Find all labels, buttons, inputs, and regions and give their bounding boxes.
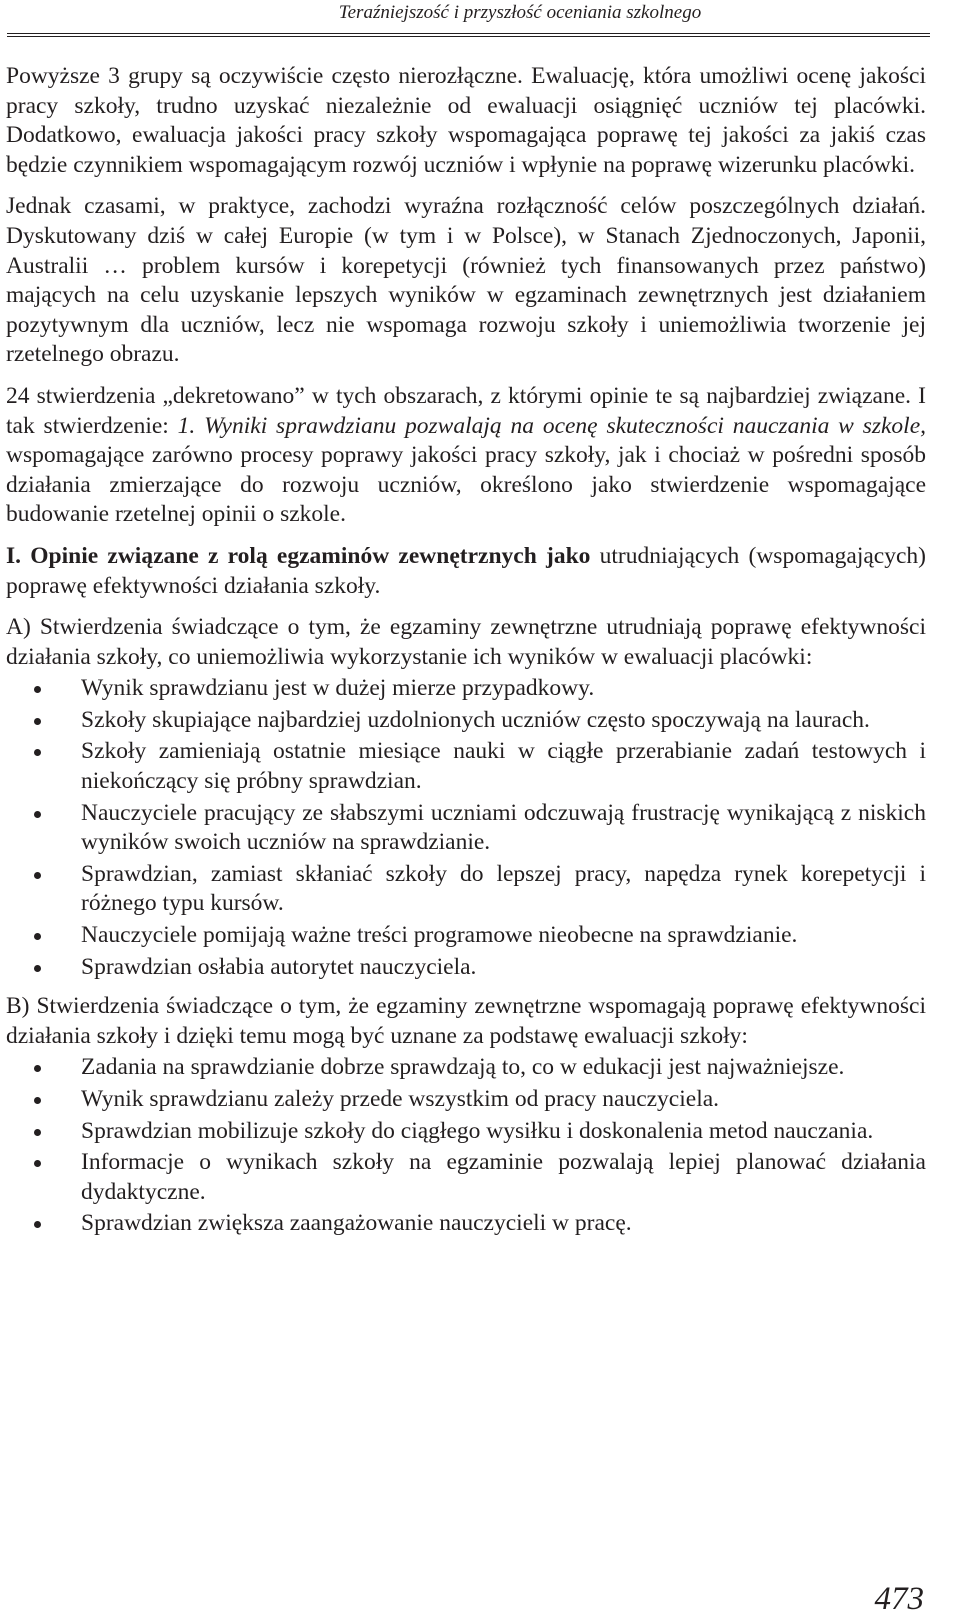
- bullet-icon: [34, 872, 41, 879]
- paragraph-2: Jednak czasami, w praktyce, zachodzi wyraźna rozłączność celów poszczególnych działań. Dyskutowany dziś w całej Europie (w tym i w Polsce), w Stanach Zjednoczonych, Japonii, Australii … problem kursów i korepetycji (również tych finansowanych przez państwo) mających na celu uzyskanie lepszych wyników w egzaminach zewnętrznych jest działaniem pozytywnym dla uczniów, lecz nie wspomaga rozwoju szkoły i uniemożliwia tworzenie jej rzetelnego obrazu.: [6, 193, 926, 368]
- list-item: [6, 1085, 926, 1115]
- list-item: [6, 706, 926, 736]
- list-item-text: Szkoły skupiające najbardziej uzdolnionych uczniów często spoczywają na laurach.: [81, 706, 870, 733]
- bullet-icon: [34, 686, 41, 693]
- paragraph-3-text-b: wspomagające zarówno procesy poprawy jakości pracy szkoły, jak i chociaż w pośredni sposób działania zmierzające do rozwoju uczniów, określono jako stwierdzenie wspomagające budowanie rzetelnej opinii o szkole.: [6, 442, 926, 528]
- group-b-intro: B) Stwierdzenia świadczące o tym, że egzaminy zewnętrzne wspomagają poprawę efektywności działania szkoły i dzięki temu mogą być uznane za podstawę ewaluacji szkoły:: [6, 993, 926, 1049]
- paragraph-1: Powyższe 3 grupy są oczywiście często nierozłączne. Ewaluację, która umożliwi ocenę jakości pracy szkoły, trudno uzyskać niezależnie od ewaluacji osiągnięć uczniów tej placówki. Dodatkowo, ewaluacja jakości pracy szkoły wspomagająca poprawę tej jakości za jakiś czas będzie czynnikiem wspomagającym rozwój uczniów i wpłynie na poprawę wizerunku placówki.: [6, 63, 926, 178]
- list-item: [6, 674, 926, 704]
- list-item-text: Informacje o wynikach szkoły na egzaminie pozwalają lepiej planować działania dydaktyczne.: [81, 1149, 926, 1205]
- list-item: [6, 860, 926, 919]
- bullet-icon: [34, 811, 41, 818]
- list-item: [6, 1148, 926, 1207]
- page-number: 473: [874, 1581, 924, 1617]
- header-double-rule: [7, 33, 930, 37]
- list-item: [6, 1209, 926, 1239]
- section-heading: [6, 542, 926, 601]
- list-item: [6, 1117, 926, 1147]
- list-item: [6, 737, 926, 796]
- bullet-icon: [34, 933, 41, 940]
- body-text: [6, 62, 926, 1249]
- list-item-text: Sprawdzian osłabia autorytet nauczyciela.: [81, 953, 477, 980]
- bullet-icon: [34, 1129, 41, 1136]
- bullet-icon: [34, 1160, 41, 1167]
- bullet-icon: [34, 718, 41, 725]
- list-item: [6, 1053, 926, 1083]
- group-b-list: [6, 1053, 926, 1239]
- bullet-icon: [34, 749, 41, 756]
- paragraph-3: [6, 382, 926, 530]
- group-a-list: [6, 674, 926, 982]
- list-item-text: Nauczyciele pomijają ważne treści programowe nieobecne na sprawdzianie.: [81, 922, 798, 949]
- running-header: Teraźniejszość i przyszłość oceniania szkolnego: [338, 2, 702, 23]
- bullet-icon: [34, 1221, 41, 1228]
- list-item-text: Sprawdzian, zamiast skłaniać szkoły do lepszej pracy, napędza rynek korepetycji i różnego typu kursów.: [81, 860, 926, 917]
- paragraph-3-italic-statement: 1. Wyniki sprawdzianu pozwalają na ocenę skuteczności nauczania w szkole,: [177, 412, 926, 439]
- list-item-text: Szkoły zamieniają ostatnie miesiące nauki w ciągłe przerabianie zadań testowych i niekończący się próbny sprawdzian.: [81, 738, 926, 795]
- list-item-text: Zadania na sprawdzianie dobrze sprawdzają to, co w edukacji jest najważniejsze.: [81, 1054, 845, 1081]
- section-heading-bold: I. Opinie związane z rolą egzaminów zewnętrznych jako: [6, 542, 591, 569]
- list-item-text: Wynik sprawdzianu zależy przede wszystkim od pracy nauczyciela.: [81, 1086, 720, 1112]
- bullet-icon: [34, 965, 41, 972]
- bullet-icon: [34, 1065, 41, 1072]
- list-item-text: Sprawdzian zwiększa zaangażowanie nauczycieli w pracę.: [81, 1210, 632, 1237]
- list-item: [6, 921, 926, 951]
- paragraph-3-text-a: 24 stwierdzenia „dekretowano” w tych obszarach, z którymi opinie te są najbardziej związane. I tak stwierdzenie:: [6, 382, 926, 439]
- list-item: [6, 799, 926, 858]
- list-item-text: Nauczyciele pracujący ze słabszymi uczniami odczuwają frustrację wynikającą z niskich wyników swoich uczniów na sprawdzianie.: [81, 799, 926, 856]
- section-heading-rest: utrudniających (wspomagających) poprawę efektywności działania szkoły.: [6, 542, 926, 599]
- group-a-intro: A) Stwierdzenia świadczące o tym, że egzaminy zewnętrzne utrudniają poprawę efektywności działania szkoły, co uniemożliwia wykorzystanie ich wyników w ewaluacji placówki:: [6, 614, 926, 670]
- list-item-text: Sprawdzian mobilizuje szkoły do ciągłego wysiłku i doskonalenia metod nauczania.: [81, 1117, 874, 1144]
- bullet-icon: [34, 1097, 41, 1104]
- list-item: [6, 953, 926, 983]
- list-item-text: Wynik sprawdzianu jest w dużej mierze przypadkowy.: [81, 675, 595, 702]
